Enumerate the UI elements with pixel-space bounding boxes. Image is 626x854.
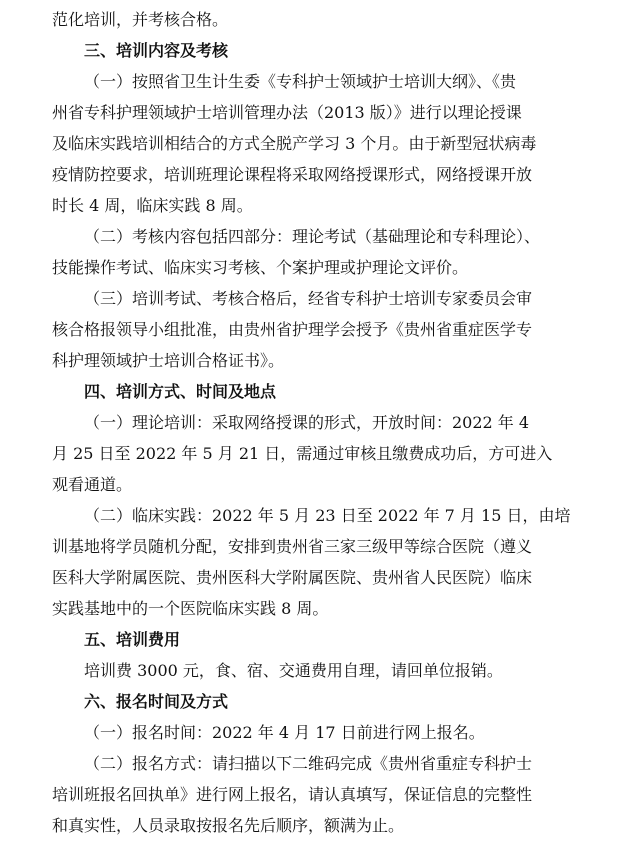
section-heading: 三、培训内容及考核 — [84, 41, 229, 60]
text-line: 时长 4 周，临床实践 8 周。 — [52, 196, 253, 215]
text-line: 实践基地中的一个医院临床实践 8 周。 — [52, 599, 329, 618]
text-line: （二）报名方式：请扫描以下二维码完成《贵州省重症专科护士 — [84, 754, 533, 773]
text-line: 培训班报名回执单》进行网上报名，请认真填写，保证信息的完整性 — [52, 785, 533, 804]
section-heading: 五、培训费用 — [84, 630, 181, 649]
text-line: 及临床实践培训相结合的方式全脱产学习 3 个月。由于新型冠状病毒 — [52, 134, 537, 153]
section-heading: 六、报名时间及方式 — [84, 692, 229, 711]
text-line: （二）考核内容包括四部分：理论考试（基础理论和专科理论）、 — [84, 227, 541, 246]
text-line: 月 25 日至 2022 年 5 月 21 日，需通过审核且缴费成功后，方可进入 — [52, 444, 553, 463]
document-body — [52, 4, 574, 841]
text-line: 训基地将学员随机分配，安排到贵州省三家三级甲等综合医院（遵义 — [52, 537, 533, 556]
text-line: （一）按照省卫生计生委《专科护士领域护士培训大纲》、《贵 — [84, 72, 517, 91]
text-line: 培训费 3000 元，食、宿、交通费用自理，请回单位报销。 — [84, 661, 503, 680]
text-line: 范化培训，并考核合格。 — [52, 10, 229, 29]
text-line: 医科大学附属医院、贵州医科大学附属医院、贵州省人民医院）临床 — [52, 568, 533, 587]
text-line: 核合格报领导小组批准，由贵州省护理学会授予《贵州省重症医学专 — [52, 320, 533, 339]
text-line: 技能操作考试、临床实习考核、个案护理或护理论文评价。 — [52, 258, 469, 277]
section-heading: 四、培训方式、时间及地点 — [84, 382, 277, 401]
text-line: 州省专科护理领域护士培训管理办法（2013 版）》进行以理论授课 — [52, 103, 522, 122]
text-line: 科护理领域护士培训合格证书》。 — [52, 351, 285, 370]
text-line: （一）理论培训：采取网络授课的形式，开放时间：2022 年 4 — [84, 413, 530, 432]
text-line: （三）培训考试、考核合格后，经省专科护士培训专家委员会审 — [84, 289, 533, 308]
text-line: 观看通道。 — [52, 475, 133, 494]
text-line: （一）报名时间：2022 年 4 月 17 日前进行网上报名。 — [84, 723, 485, 742]
text-line: （二）临床实践：2022 年 5 月 23 日至 2022 年 7 月 15 日，由培 — [84, 506, 571, 525]
text-line: 疫情防控要求，培训班理论课程将采取网络授课形式，网络授课开放 — [52, 165, 533, 184]
text-line: 和真实性，人员录取按报名先后顺序，额满为止。 — [52, 816, 405, 835]
